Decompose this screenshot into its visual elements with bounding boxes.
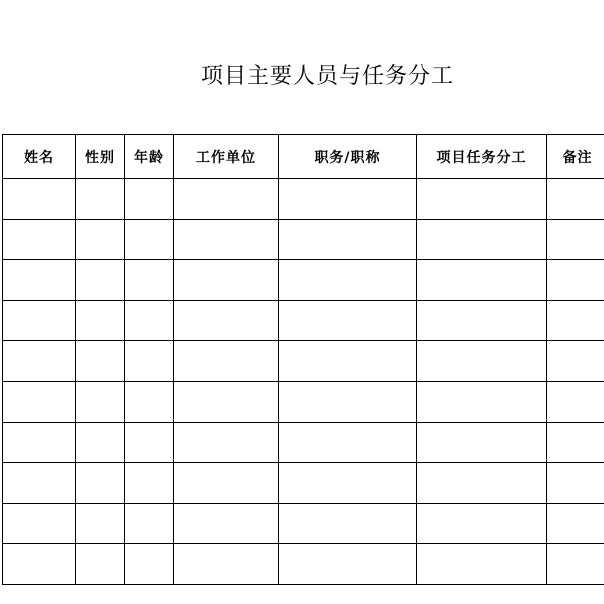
column-header-position: 职务/职称 — [279, 135, 417, 179]
table-cell[interactable] — [174, 300, 279, 341]
table-cell[interactable] — [76, 300, 125, 341]
table-cell[interactable] — [174, 179, 279, 220]
table-cell[interactable] — [76, 503, 125, 544]
table-cell[interactable] — [174, 422, 279, 463]
table-cell[interactable] — [417, 544, 547, 585]
table-cell[interactable] — [279, 300, 417, 341]
table-cell[interactable] — [417, 300, 547, 341]
table-cell[interactable] — [3, 381, 76, 422]
table-cell[interactable] — [125, 341, 174, 382]
table-cell[interactable] — [174, 544, 279, 585]
table-row — [3, 179, 604, 220]
table-cell[interactable] — [3, 300, 76, 341]
column-header-remarks: 备注 — [547, 135, 604, 179]
table-cell[interactable] — [547, 179, 604, 220]
table-row — [3, 503, 604, 544]
table-cell[interactable] — [547, 463, 604, 504]
table-cell[interactable] — [279, 381, 417, 422]
table-cell[interactable] — [279, 260, 417, 301]
column-header-employer: 工作单位 — [174, 135, 279, 179]
table-cell[interactable] — [547, 260, 604, 301]
table-cell[interactable] — [3, 219, 76, 260]
document-title: 项目主要人员与任务分工 — [200, 64, 454, 89]
table-cell[interactable] — [174, 503, 279, 544]
table-cell[interactable] — [76, 544, 125, 585]
table-row — [3, 260, 604, 301]
table-header-row — [3, 135, 604, 179]
table-cell[interactable] — [76, 260, 125, 301]
table-cell[interactable] — [547, 219, 604, 260]
table-cell[interactable] — [174, 219, 279, 260]
table-cell[interactable] — [125, 260, 174, 301]
table-cell[interactable] — [76, 463, 125, 504]
table-cell[interactable] — [125, 219, 174, 260]
table-cell[interactable] — [76, 341, 125, 382]
table-cell[interactable] — [279, 341, 417, 382]
table-cell[interactable] — [547, 422, 604, 463]
table-row — [3, 219, 604, 260]
table-cell[interactable] — [417, 503, 547, 544]
table-cell[interactable] — [3, 503, 76, 544]
table-cell[interactable] — [125, 544, 174, 585]
table-cell[interactable] — [547, 544, 604, 585]
table-cell[interactable] — [279, 219, 417, 260]
table-cell[interactable] — [125, 381, 174, 422]
column-header-name: 姓名 — [3, 135, 76, 179]
table-cell[interactable] — [125, 463, 174, 504]
table-cell[interactable] — [279, 463, 417, 504]
table-row — [3, 422, 604, 463]
table-row — [3, 300, 604, 341]
table-row — [3, 381, 604, 422]
table-cell[interactable] — [417, 381, 547, 422]
table-cell[interactable] — [417, 341, 547, 382]
table-cell[interactable] — [125, 300, 174, 341]
table-body — [3, 179, 604, 585]
table-cell[interactable] — [174, 341, 279, 382]
table-cell[interactable] — [3, 341, 76, 382]
table-cell[interactable] — [547, 381, 604, 422]
table-cell[interactable] — [279, 544, 417, 585]
table-cell[interactable] — [3, 463, 76, 504]
table-cell[interactable] — [76, 422, 125, 463]
table-cell[interactable] — [417, 422, 547, 463]
table-cell[interactable] — [3, 260, 76, 301]
table-cell[interactable] — [417, 179, 547, 220]
table-cell[interactable] — [76, 219, 125, 260]
table-row — [3, 341, 604, 382]
column-header-task: 项目任务分工 — [417, 135, 547, 179]
table-cell[interactable] — [125, 179, 174, 220]
table-cell[interactable] — [3, 544, 76, 585]
table-row — [3, 463, 604, 504]
table-cell[interactable] — [125, 503, 174, 544]
staff-task-table — [2, 134, 604, 585]
table-cell[interactable] — [417, 219, 547, 260]
table-cell[interactable] — [417, 260, 547, 301]
table-cell[interactable] — [279, 503, 417, 544]
table-cell[interactable] — [125, 422, 174, 463]
table-cell[interactable] — [3, 179, 76, 220]
table-row — [3, 544, 604, 585]
table-cell[interactable] — [174, 381, 279, 422]
column-header-gender: 性别 — [76, 135, 125, 179]
table-cell[interactable] — [174, 260, 279, 301]
table-cell[interactable] — [547, 503, 604, 544]
table-cell[interactable] — [417, 463, 547, 504]
table-cell[interactable] — [3, 422, 76, 463]
table-cell[interactable] — [76, 381, 125, 422]
table-cell[interactable] — [279, 422, 417, 463]
table-cell[interactable] — [174, 463, 279, 504]
table-cell[interactable] — [279, 179, 417, 220]
table-cell[interactable] — [547, 341, 604, 382]
column-header-age: 年龄 — [125, 135, 174, 179]
table-cell[interactable] — [76, 179, 125, 220]
table-cell[interactable] — [547, 300, 604, 341]
